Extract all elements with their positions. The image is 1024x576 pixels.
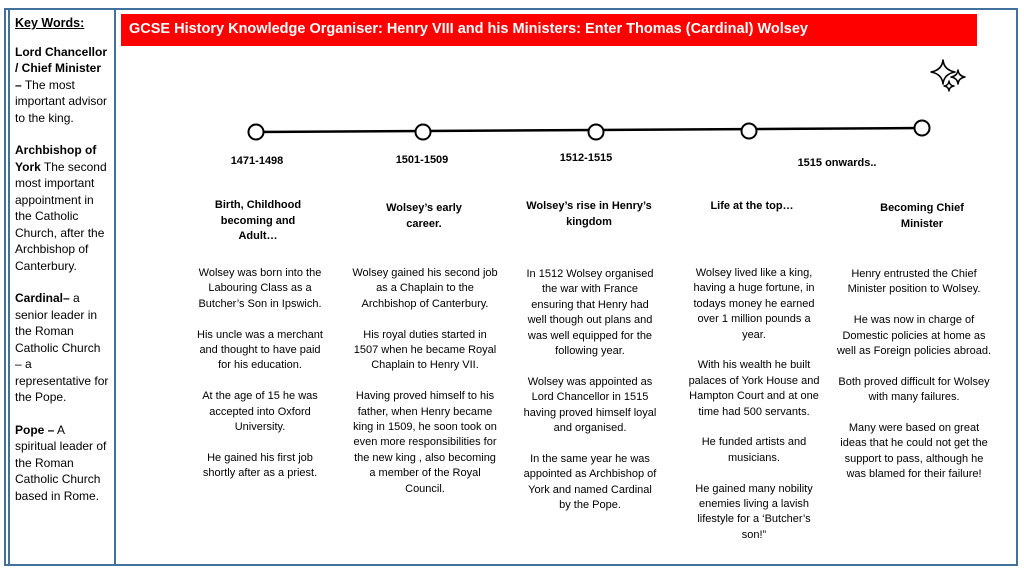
timeline-date-2: 1501-1509	[395, 154, 449, 166]
timeline-heading-1: Birth, Childhood becoming and Adult…	[214, 199, 302, 242]
timeline-node-5	[915, 121, 930, 136]
timeline-paragraph: Having proved himself to his father, when Henry became king in 1509, he soon took on even more responsibilities for the new king , also becoming a member of the Royal Council.	[353, 390, 497, 495]
keyword-cardinal	[15, 290, 109, 406]
keyword-term: Lord Chancellor / Chief Minister –	[15, 44, 108, 92]
timeline-description-3	[521, 267, 659, 513]
timeline-description-2	[352, 266, 498, 497]
keyword-term: Archbishop of York	[15, 143, 97, 174]
timeline-paragraph: In 1512 Wolsey organised the war with France ensuring that Henry had well though out plans and was well equipped for the following year.	[526, 268, 654, 358]
timeline-paragraph: Both proved difficult for Wolsey with many failures.	[838, 375, 990, 404]
timeline-paragraph: Wolsey was appointed as Lord Chancellor in 1515 having proved himself loyal and organised.	[523, 375, 657, 435]
timeline-heading-2: Wolsey’s early career.	[386, 202, 462, 230]
timeline-heading-5: Becoming Chief Minister	[880, 202, 964, 230]
timeline-node-2	[416, 125, 431, 140]
timeline-paragraph: Many were based on great ideas that he could not get the support to pass, although he was blamed for their failure!	[840, 422, 988, 481]
timeline-paragraph: He gained his first job shortly after as a priest.	[202, 451, 318, 480]
timeline-heading-4: Life at the top…	[710, 200, 794, 212]
keyword-term: Pope –	[15, 422, 55, 437]
timeline-node-1	[249, 125, 264, 140]
timeline-paragraph: He was now in charge of Domestic policies at home as well as Foreign policies abroad.	[836, 314, 992, 358]
timeline-heading-3: Wolsey’s rise in Henry’s kingdom	[526, 200, 652, 228]
keyword-definition: The most important advisor to the king.	[15, 77, 108, 125]
timeline-paragraph: In the same year he was appointed as Archbishop of York and named Cardinal by the Pope.	[523, 452, 657, 512]
timeline-date-1: 1471-1498	[230, 155, 284, 167]
timeline-paragraph: Wolsey gained his second job as a Chaplain to the Archbishop of Canterbury.	[352, 267, 498, 310]
timeline-paragraph: He gained many nobility enemies living a lavish lifestyle for a ‘Butcher’s son!”	[695, 482, 813, 541]
timeline-description-1	[192, 266, 328, 482]
keyword-definition: A spiritual leader of the Roman Catholic Church based in Rome.	[15, 422, 107, 503]
timeline-paragraph: At the age of 15 he was accepted into Oxford University.	[202, 390, 318, 434]
keyword-lord-chancellor	[15, 44, 109, 127]
key-words-panel	[8, 8, 116, 566]
timeline-paragraph: Wolsey was born into the Labouring Class as a Butcher’s Son in Ipswich.	[198, 267, 322, 310]
keyword-definition: a senior leader in the Roman Catholic Church – a representative for the Pope.	[15, 291, 109, 404]
timeline-paragraph: His uncle was a merchant and thought to have paid for his education.	[197, 328, 323, 372]
key-words-heading: Key Words:	[15, 16, 85, 30]
timeline-node-4	[742, 124, 757, 139]
timeline-date-3: 1512-1515	[559, 152, 613, 164]
timeline-paragraph: He funded artists and musicians.	[701, 436, 807, 464]
timeline-description-4	[684, 266, 824, 543]
keyword-term: Cardinal–	[15, 291, 70, 305]
timeline-node-3	[589, 125, 604, 140]
timeline-paragraph: With his wealth he built palaces of York House and Hampton Court and at one time had 500 servants.	[688, 359, 820, 418]
timeline-paragraph: Wolsey lived like a king, having a huge fortune, in todays money he earned over 1 million pounds a year.	[693, 267, 815, 341]
keyword-pope	[15, 422, 109, 505]
timeline-description-5	[836, 267, 992, 483]
timeline-paragraph: His royal duties started in 1507 when he became Royal Chaplain to Henry VII.	[353, 328, 497, 372]
timeline-date-5: 1515 onwards..	[797, 157, 877, 169]
sparkle-icon	[929, 58, 969, 94]
keyword-archbishop-of-york	[15, 142, 109, 274]
keyword-definition: The second most important appointment in the Catholic Church, after the Archbishop of Canterbury.	[15, 159, 107, 273]
timeline-paragraph: Henry entrusted the Chief Minister position to Wolsey.	[847, 268, 981, 296]
page-title: GCSE History Knowledge Organiser: Henry VIII and his Ministers: Enter Thomas (Cardinal) Wolsey	[121, 14, 977, 46]
